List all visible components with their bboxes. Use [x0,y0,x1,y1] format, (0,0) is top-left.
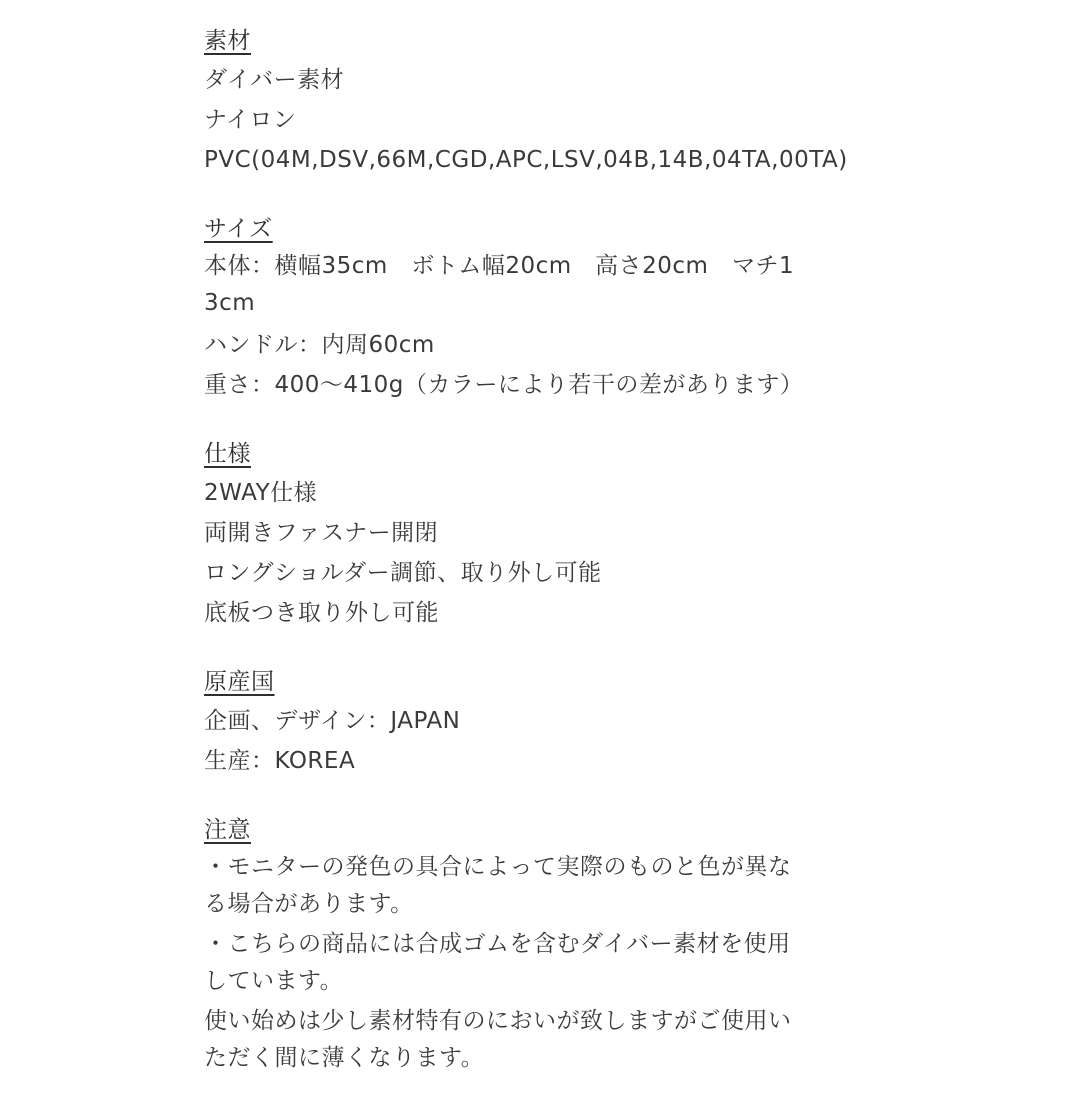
size-section [204,210,824,405]
origin-section [204,663,824,781]
origin-line: 企画、デザイン：JAPAN [204,708,461,734]
product-details [204,22,848,1107]
spec-heading: 仕様 [204,441,251,467]
caution-line: 使い始めは少し素材特有のにおいが致しますがご使用いただく間に薄くなります。 [204,1008,792,1071]
spec-line: 両開きファスナー開閉 [204,520,439,546]
caution-heading: 注意 [204,817,251,843]
caution-section [204,811,824,1077]
material-line: ナイロン [204,107,297,133]
spec-section [204,435,824,633]
size-line: 本体：横幅35cm ボトム幅20cm 高さ20cm マチ13cm [204,253,795,316]
size-line: ハンドル：内周60cm [204,332,435,358]
size-line: 重さ：400～410g（カラーにより若干の差があります） [204,372,804,398]
caution-line: ・モニターの発色の具合によって実際のものと色が異なる場合があります。 [204,854,792,917]
spec-line: 2WAY仕様 [204,480,318,506]
material-line: ダイバー素材 [204,67,345,93]
material-heading: 素材 [204,28,251,54]
caution-line: ・こちらの商品には合成ゴムを含むダイバー素材を使用しています。 [204,931,791,994]
spec-line: 底板つき取り外し可能 [204,600,439,626]
origin-heading: 原産国 [204,669,275,695]
material-section [204,22,848,180]
size-heading: サイズ [204,216,273,242]
spec-line: ロングショルダー調節、取り外し可能 [204,560,602,586]
origin-line: 生産：KOREA [204,748,356,774]
material-line: PVC(04M,DSV,66M,CGD,APC,LSV,04B,14B,04TA,00TA) [204,147,848,173]
